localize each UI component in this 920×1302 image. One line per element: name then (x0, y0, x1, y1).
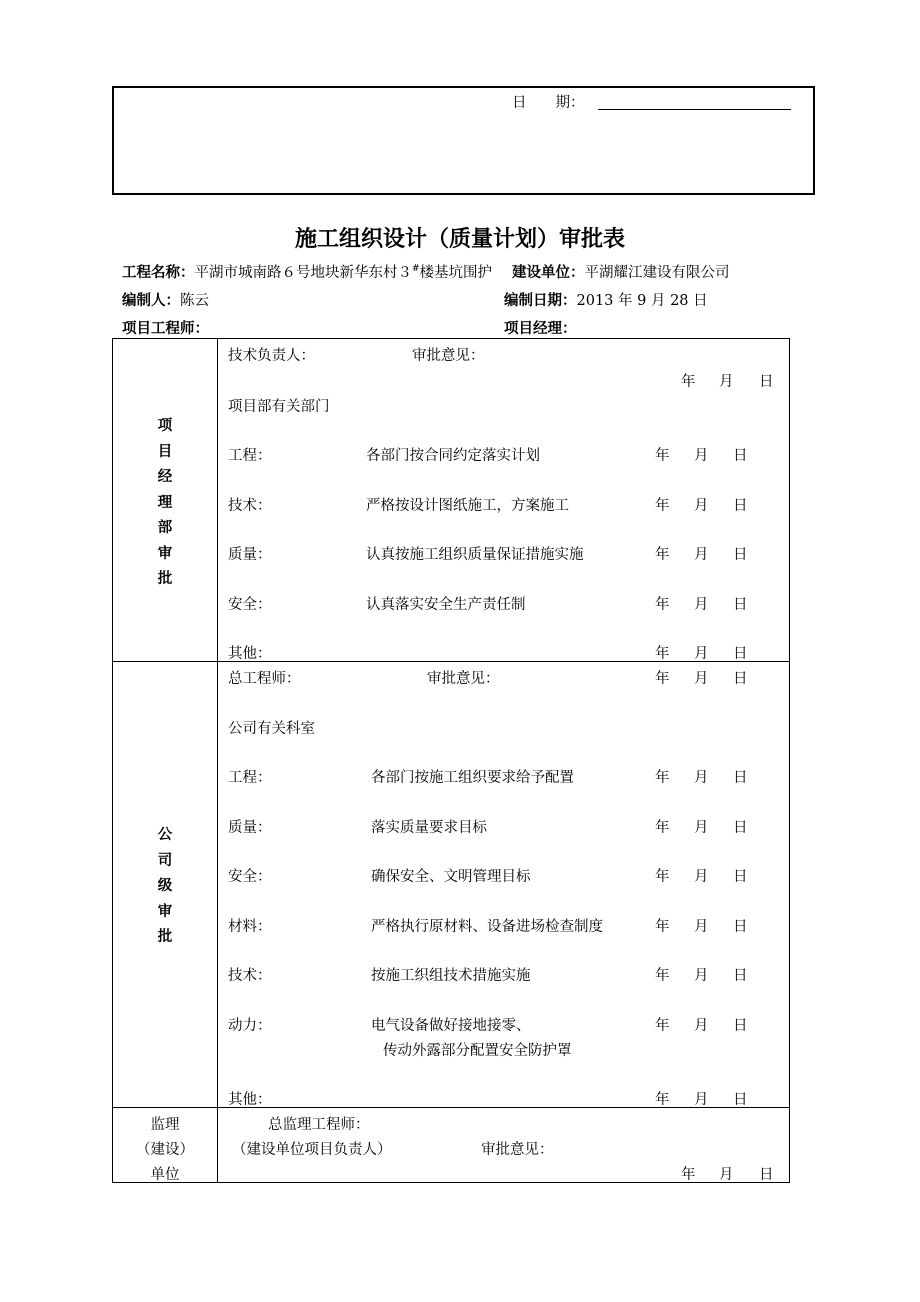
date-month: 月 (694, 1018, 709, 1034)
side-char: 审 (157, 903, 173, 920)
date-day: 日 (759, 374, 774, 390)
builder-line (512, 261, 730, 282)
date-year: 年 (655, 646, 670, 662)
section3-side-label-1: 监理 (150, 1117, 180, 1133)
date-day: 日 (733, 919, 748, 935)
date-month: 月 (694, 498, 709, 514)
row-label: 安全： (228, 597, 272, 613)
project-name-value-post: 楼基坑围护 (419, 265, 493, 281)
row-text: 认真落实安全生产责任制 (366, 597, 526, 613)
row-label: 安全： (228, 869, 272, 885)
row-text: 认真按施工组织质量保证措施实施 (366, 547, 584, 563)
date-year: 年 (655, 1092, 670, 1108)
date-day: 日 (733, 968, 748, 984)
side-char: 公 (157, 827, 173, 843)
row-label: 工程： (228, 448, 272, 464)
builder-value: 平湖耀江建设有限公司 (584, 265, 730, 281)
section2-dept-header: 公司有关科室 (228, 721, 315, 737)
date-month: 月 (719, 374, 734, 390)
date-day: 日 (759, 1167, 774, 1183)
row-text: 确保安全、文明管理目标 (371, 869, 531, 885)
date-day: 日 (733, 869, 748, 885)
project-name-label: 工程名称： (122, 265, 195, 281)
date-year: 年 (655, 1018, 670, 1034)
page-title: 施工组织设计（质量计划）审批表 (294, 227, 625, 252)
section1-side-label (112, 414, 218, 593)
side-char: 司 (157, 852, 173, 869)
date-day: 日 (733, 597, 748, 613)
compile-date-label: 编制日期： (504, 293, 577, 309)
date-month: 月 (694, 646, 709, 662)
date-year: 年 (655, 770, 670, 786)
row-label: 技术： (228, 498, 272, 514)
row-text: 各部门按施工组织要求给予配置 (371, 770, 574, 786)
date-year: 年 (655, 448, 670, 464)
section1-dept-header: 项目部有关部门 (228, 399, 330, 415)
date-day: 日 (733, 820, 748, 836)
builder-label: 建设单位： (512, 265, 585, 281)
compile-date-value: 2013 年 9 月 28 日 (576, 293, 708, 309)
date-month: 月 (694, 547, 709, 563)
top-signature-box (112, 86, 815, 195)
row-label: 质量： (228, 820, 272, 836)
row-label: 动力： (228, 1018, 272, 1034)
project-name-line (122, 261, 492, 282)
side-char: 审 (157, 545, 173, 562)
date-month: 月 (694, 448, 709, 464)
section3-opinion-label: 审批意见： (481, 1142, 554, 1158)
row-label: 工程： (228, 770, 272, 786)
top-date-label: 日 期： (512, 95, 585, 111)
date-day: 日 (733, 498, 748, 514)
section-divider-2 (112, 1107, 790, 1108)
project-name-sup: # (412, 264, 420, 275)
date-year: 年 (655, 597, 670, 613)
side-char: 项 (157, 418, 173, 434)
section1-opinion-label: 审批意见： (412, 348, 485, 364)
date-month: 月 (694, 1092, 709, 1108)
date-month: 月 (719, 1167, 734, 1183)
side-char: 目 (157, 443, 173, 460)
row-text: 各部门按合同约定落实计划 (366, 448, 540, 464)
date-day: 日 (733, 1092, 748, 1108)
chief-supervisor-label: 总监理工程师： (268, 1117, 370, 1133)
date-year: 年 (655, 919, 670, 935)
row-text: 电气设备做好接地接零、 (371, 1018, 531, 1034)
chief-engineer-label: 总工程师： (228, 671, 301, 687)
compiler-value: 陈云 (180, 293, 209, 309)
date-year: 年 (655, 547, 670, 563)
project-name-value-pre: 平湖市城南路６号地块新华东村３ (194, 265, 412, 281)
section-divider-1 (112, 661, 790, 662)
row-text: 按施工织组技术措施实施 (371, 968, 531, 984)
date-month: 月 (694, 820, 709, 836)
date-day: 日 (733, 646, 748, 662)
date-year: 年 (655, 820, 670, 836)
row-label: 技术： (228, 968, 272, 984)
date-day: 日 (733, 671, 748, 687)
row-label: 材料： (228, 919, 272, 935)
date-day: 日 (733, 1018, 748, 1034)
section2-opinion-label: 审批意见： (427, 671, 500, 687)
date-year: 年 (681, 374, 696, 390)
side-char: 经 (157, 469, 173, 485)
date-year: 年 (655, 498, 670, 514)
date-month: 月 (694, 968, 709, 984)
project-manager-label: 项目经理： (504, 321, 577, 337)
row-text: 落实质量要求目标 (371, 820, 487, 836)
side-char: 部 (157, 520, 173, 536)
date-day: 日 (733, 448, 748, 464)
project-engineer-label: 项目工程师： (122, 321, 209, 337)
side-char: 批 (157, 571, 173, 587)
date-month: 月 (694, 869, 709, 885)
section2-side-label (112, 823, 218, 951)
date-year: 年 (655, 671, 670, 687)
row-label: 其他： (228, 646, 272, 662)
compile-date-line (504, 289, 708, 310)
section3-side-label-2: （建设） (136, 1142, 194, 1158)
side-char: 批 (157, 929, 173, 945)
date-year: 年 (681, 1167, 696, 1183)
compiler-label: 编制人： (122, 293, 180, 309)
row-text: 严格执行原材料、设备进场检查制度 (371, 919, 603, 935)
date-month: 月 (694, 919, 709, 935)
date-month: 月 (694, 770, 709, 786)
compiler-line (122, 289, 209, 310)
row-label: 质量： (228, 547, 272, 563)
section3-side-label-3: 单位 (150, 1167, 180, 1183)
date-day: 日 (733, 770, 748, 786)
date-year: 年 (655, 968, 670, 984)
date-month: 月 (694, 671, 709, 687)
builder-lead-label: （建设单位项目负责人） (232, 1142, 392, 1158)
side-char: 级 (157, 878, 173, 894)
date-year: 年 (655, 869, 670, 885)
tech-lead-label: 技术负责人： (228, 348, 315, 364)
date-month: 月 (694, 597, 709, 613)
row-text-line2: 传动外露部分配置安全防护罩 (383, 1043, 572, 1059)
row-label: 其他： (228, 1092, 272, 1108)
date-underline (598, 109, 791, 110)
side-char: 理 (157, 494, 173, 511)
row-text: 严格按设计图纸施工，方案施工 (366, 498, 569, 514)
date-day: 日 (733, 547, 748, 563)
